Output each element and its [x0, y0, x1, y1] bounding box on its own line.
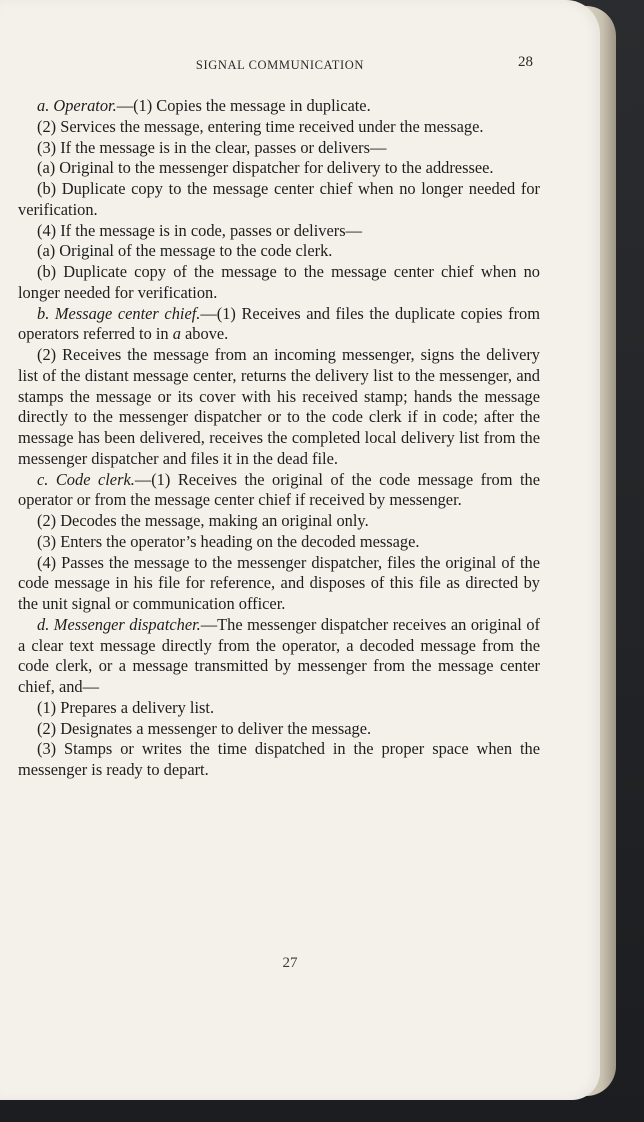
paragraph: (2) Designates a messenger to deliver the message.: [37, 718, 372, 738]
paragraph: (2) Receives the message from an incoming messenger, signs the delivery list of the distant message center, returns the delivery list to the messenger, and stamps the message or its cover with his received stamp; hands the message directly to the messenger dispatcher or to the code clerk if in code; after the message has been delivered, receives the completed local delivery list from the messenger dispatcher and files it in the dead file.: [18, 345, 540, 468]
paragraph: (3) If the message is in the clear, passes or delivers—: [37, 137, 387, 157]
paragraph: (b) Duplicate copy to the message center chief when no longer needed for verification.: [18, 179, 540, 219]
paragraph: b. Message center chief.—(1) Receives and files the duplicate copies from operators referred to in a above.: [18, 303, 541, 344]
paragraph: a. Operator.—(1) Copies the message in duplicate.: [37, 96, 371, 115]
paragraph: (2) Services the message, entering time received under the message.: [37, 116, 484, 136]
running-head: SIGNAL COMMUNICATION: [195, 58, 365, 72]
paragraph: (4) If the message is in code, passes or delivers—: [37, 220, 362, 240]
paragraph: (1) Prepares a delivery list.: [37, 697, 215, 717]
paragraph: c. Code clerk.—(1) Receives the original of the code message from the operator or from the message center chief if received by messenger.: [18, 469, 540, 510]
paragraph: (3) Stamps or writes the time dispatched in the proper space when the messenger is ready to depart.: [18, 739, 540, 779]
paragraph: (a) Original of the message to the code clerk.: [37, 241, 333, 261]
section-heading: b. Message center chief.: [37, 303, 201, 323]
paragraph: (2) Decodes the message, making an original only.: [37, 511, 369, 530]
paragraph: (3) Enters the operator’s heading on the decoded message.: [37, 531, 420, 551]
body-text: [18, 96, 540, 781]
page-number-bottom: 27: [282, 955, 298, 971]
paragraph: (b) Duplicate copy of the message to the message center chief when no longer needed for verification.: [18, 262, 540, 302]
paragraph: (4) Passes the message to the messenger dispatcher, files the original of the code message in his file for reference, and disposes of this file as directed by the unit signal or communication officer.: [18, 552, 540, 613]
section-heading: d. Messenger dispatcher.: [37, 614, 201, 634]
page-number-top: 28: [518, 54, 533, 70]
section-heading: a. Operator.: [37, 96, 117, 115]
section-heading: c. Code clerk.: [37, 469, 135, 489]
paragraph: (a) Original to the messenger dispatcher for delivery to the addressee.: [37, 158, 494, 178]
paragraph: d. Messenger dispatcher.—The messenger dispatcher receives an original of a clear text message directly from the operator, a decoded message from the code clerk, or a message transmitted by messenger from the message center chief, and—: [18, 614, 540, 696]
